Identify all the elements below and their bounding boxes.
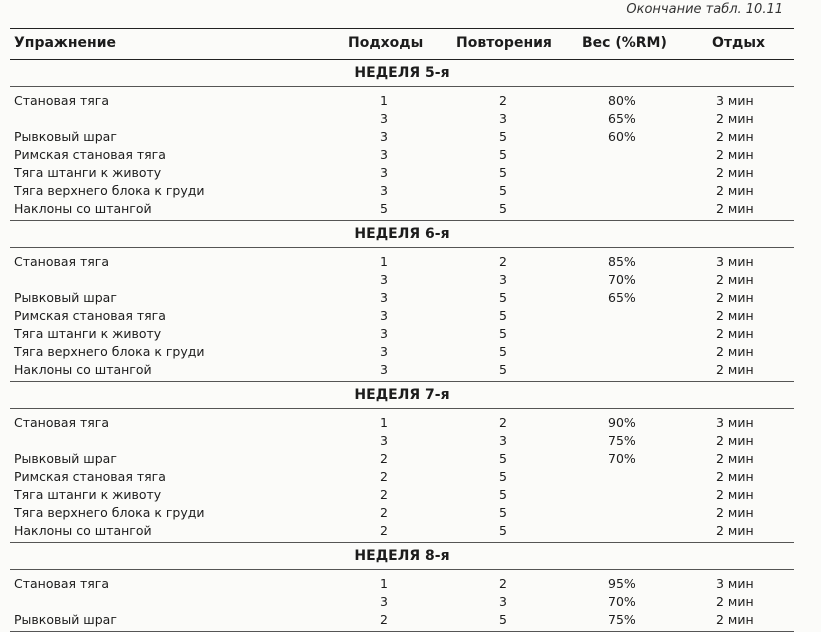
cell-exercise: Тяга верхнего блока к груди <box>14 344 205 359</box>
cell-rest: 2 мин <box>716 326 754 341</box>
cell-sets: 3 <box>380 594 388 609</box>
cell-exercise: Наклоны со штангой <box>14 523 152 538</box>
cell-exercise: Тяга штанги к животу <box>14 487 162 502</box>
cell-weight: 80% <box>608 93 636 108</box>
header-weight: Вес (%RM) <box>582 35 667 51</box>
cell-sets: 2 <box>380 469 388 484</box>
table-row <box>10 575 794 593</box>
cell-rest: 2 мин <box>716 344 754 359</box>
cell-exercise: Наклоны со штангой <box>14 201 152 216</box>
cell-weight: 85% <box>608 254 636 269</box>
cell-sets: 3 <box>380 362 388 377</box>
cell-reps: 5 <box>499 129 507 144</box>
cell-reps: 2 <box>499 93 507 108</box>
cell-rest: 2 мин <box>716 183 754 198</box>
table-row <box>10 146 794 164</box>
cell-reps: 5 <box>499 344 507 359</box>
table-row <box>10 253 794 271</box>
cell-reps: 5 <box>499 469 507 484</box>
cell-sets: 3 <box>380 308 388 323</box>
cell-sets: 3 <box>380 129 388 144</box>
cell-exercise: Римская становая тяга <box>14 147 166 162</box>
cell-reps: 5 <box>499 308 507 323</box>
week-title: НЕДЕЛЯ 7-я <box>10 382 794 409</box>
cell-reps: 5 <box>499 487 507 502</box>
table-row <box>10 164 794 182</box>
cell-sets: 3 <box>380 433 388 448</box>
table-row <box>10 593 794 611</box>
table-row <box>10 325 794 343</box>
training-table <box>10 28 794 632</box>
cell-weight: 70% <box>608 594 636 609</box>
cell-exercise: Становая тяга <box>14 415 110 430</box>
cell-rest: 2 мин <box>716 111 754 126</box>
table-row <box>10 468 794 486</box>
cell-reps: 3 <box>499 594 507 609</box>
cell-reps: 2 <box>499 254 507 269</box>
cell-rest: 2 мин <box>716 505 754 520</box>
header-rest: Отдых <box>712 35 766 51</box>
week-section <box>10 221 794 382</box>
cell-rest: 2 мин <box>716 129 754 144</box>
weeks-container <box>10 60 794 632</box>
week-title: НЕДЕЛЯ 5-я <box>10 60 794 87</box>
table-caption: Окончание табл. 10.11 <box>626 2 783 17</box>
cell-sets: 3 <box>380 111 388 126</box>
cell-weight: 75% <box>608 612 636 627</box>
cell-reps: 5 <box>499 183 507 198</box>
table-row <box>10 128 794 146</box>
table-row <box>10 611 794 629</box>
cell-exercise: Рывковый шраг <box>14 290 117 305</box>
cell-sets: 1 <box>380 415 388 430</box>
cell-reps: 5 <box>499 201 507 216</box>
cell-sets: 2 <box>380 523 388 538</box>
cell-rest: 2 мин <box>716 451 754 466</box>
cell-weight: 65% <box>608 111 636 126</box>
week-section <box>10 382 794 543</box>
cell-sets: 3 <box>380 165 388 180</box>
cell-sets: 2 <box>380 487 388 502</box>
cell-weight: 60% <box>608 129 636 144</box>
table-row <box>10 432 794 450</box>
cell-reps: 5 <box>499 612 507 627</box>
cell-rest: 3 мин <box>716 576 754 591</box>
cell-rest: 2 мин <box>716 523 754 538</box>
cell-rest: 2 мин <box>716 308 754 323</box>
table-row <box>10 343 794 361</box>
table-header <box>10 28 794 60</box>
cell-reps: 3 <box>499 433 507 448</box>
cell-reps: 2 <box>499 576 507 591</box>
cell-sets: 2 <box>380 612 388 627</box>
week-rows <box>10 87 794 220</box>
cell-reps: 3 <box>499 272 507 287</box>
cell-weight: 65% <box>608 290 636 305</box>
cell-rest: 2 мин <box>716 147 754 162</box>
cell-rest: 2 мин <box>716 272 754 287</box>
table-row <box>10 361 794 379</box>
cell-exercise: Становая тяга <box>14 93 110 108</box>
cell-exercise: Тяга штанги к животу <box>14 165 162 180</box>
cell-sets: 1 <box>380 576 388 591</box>
cell-rest: 2 мин <box>716 612 754 627</box>
cell-exercise: Рывковый шраг <box>14 612 117 627</box>
cell-exercise: Тяга верхнего блока к груди <box>14 183 205 198</box>
cell-sets: 1 <box>380 93 388 108</box>
week-rows <box>10 248 794 381</box>
cell-reps: 2 <box>499 415 507 430</box>
cell-exercise: Становая тяга <box>14 254 110 269</box>
cell-weight: 70% <box>608 451 636 466</box>
cell-rest: 3 мин <box>716 254 754 269</box>
cell-sets: 3 <box>380 183 388 198</box>
table-row <box>10 200 794 218</box>
cell-exercise: Римская становая тяга <box>14 308 166 323</box>
table-row <box>10 289 794 307</box>
cell-exercise: Тяга верхнего блока к груди <box>14 505 205 520</box>
cell-sets: 5 <box>380 201 388 216</box>
week-section <box>10 543 794 632</box>
cell-reps: 5 <box>499 505 507 520</box>
cell-reps: 5 <box>499 326 507 341</box>
week-title: НЕДЕЛЯ 6-я <box>10 221 794 248</box>
cell-weight: 95% <box>608 576 636 591</box>
header-sets: Подходы <box>348 35 424 51</box>
header-reps: Повторения <box>456 35 552 51</box>
week-rows <box>10 409 794 542</box>
cell-reps: 5 <box>499 147 507 162</box>
cell-reps: 5 <box>499 290 507 305</box>
cell-sets: 3 <box>380 326 388 341</box>
cell-weight: 90% <box>608 415 636 430</box>
cell-rest: 3 мин <box>716 93 754 108</box>
cell-reps: 3 <box>499 111 507 126</box>
cell-sets: 3 <box>380 147 388 162</box>
header-exercise: Упражнение <box>14 35 117 51</box>
cell-sets: 3 <box>380 344 388 359</box>
cell-reps: 5 <box>499 362 507 377</box>
cell-sets: 1 <box>380 254 388 269</box>
cell-sets: 2 <box>380 505 388 520</box>
cell-exercise: Становая тяга <box>14 576 110 591</box>
cell-weight: 70% <box>608 272 636 287</box>
table-row <box>10 307 794 325</box>
cell-sets: 3 <box>380 272 388 287</box>
cell-rest: 2 мин <box>716 433 754 448</box>
cell-sets: 2 <box>380 451 388 466</box>
cell-rest: 3 мин <box>716 415 754 430</box>
cell-rest: 2 мин <box>716 201 754 216</box>
week-title: НЕДЕЛЯ 8-я <box>10 543 794 570</box>
cell-rest: 2 мин <box>716 290 754 305</box>
table-row <box>10 110 794 128</box>
cell-rest: 2 мин <box>716 469 754 484</box>
cell-rest: 2 мин <box>716 487 754 502</box>
table-row <box>10 182 794 200</box>
cell-exercise: Наклоны со штангой <box>14 362 152 377</box>
cell-exercise: Рывковый шраг <box>14 129 117 144</box>
cell-reps: 5 <box>499 523 507 538</box>
cell-rest: 2 мин <box>716 165 754 180</box>
week-rows <box>10 570 794 631</box>
table-row <box>10 271 794 289</box>
table-row <box>10 504 794 522</box>
cell-weight: 75% <box>608 433 636 448</box>
table-row <box>10 522 794 540</box>
cell-sets: 3 <box>380 290 388 305</box>
cell-rest: 2 мин <box>716 594 754 609</box>
cell-reps: 5 <box>499 451 507 466</box>
cell-exercise: Римская становая тяга <box>14 469 166 484</box>
cell-reps: 5 <box>499 165 507 180</box>
table-row <box>10 450 794 468</box>
table-row <box>10 414 794 432</box>
cell-exercise: Тяга штанги к животу <box>14 326 162 341</box>
cell-exercise: Рывковый шраг <box>14 451 117 466</box>
cell-rest: 2 мин <box>716 362 754 377</box>
week-section <box>10 60 794 221</box>
table-row <box>10 92 794 110</box>
table-row <box>10 486 794 504</box>
